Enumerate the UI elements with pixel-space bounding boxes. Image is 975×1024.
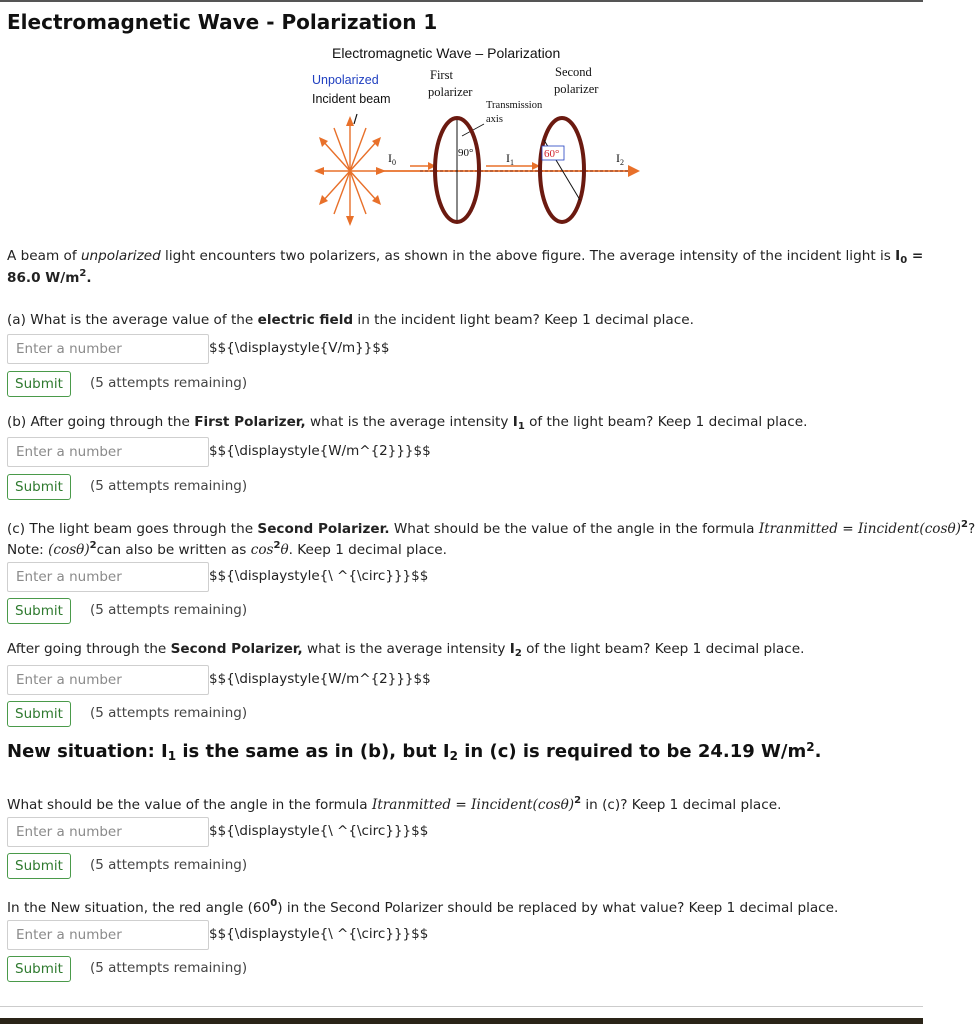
attempts-a: (5 attempts remaining) (90, 375, 248, 391)
answer-input-new-angle[interactable] (7, 817, 209, 847)
question-c: (c) The light beam goes through the Second Polarizer. What should be the value of the angle in the formula Itranmitted = $Iincident(\cos\theta)^2$? (7, 519, 975, 537)
attempts-i2: (5 attempts remaining) (90, 705, 248, 721)
i2-label: I (616, 151, 620, 165)
i0-label: I (388, 151, 392, 165)
transmission-label: Transmission (486, 100, 543, 111)
i1-sub: 1 (510, 158, 514, 167)
unit-new-angle: $${\displaystyle{\ ^{\circ}}}$$ (209, 823, 429, 839)
unit-red-angle: $${\displaystyle{\ ^{\circ}}}$$ (209, 926, 429, 942)
submit-button-new-angle[interactable]: Submit (7, 853, 71, 879)
question-b: (b) After going through the First Polarizer, what is the average intensity $I_1$ of the light beam? Keep 1 decimal place. (7, 414, 808, 432)
i1-label: I (506, 151, 510, 165)
unit-i2: $${\displaystyle{W/m^{2}}}$$ (209, 671, 431, 687)
unpolarized-star-icon (318, 120, 382, 222)
attempts-c: (5 attempts remaining) (90, 602, 248, 618)
question-a: (a) What is the average value of the electric field in the incident light beam? Keep 1 decimal place. (7, 312, 694, 328)
question-i2: After going through the Second Polarizer, what is the average intensity $I_2$ of the light beam? Keep 1 decimal place. (7, 641, 805, 659)
attempts-red-angle: (5 attempts remaining) (90, 960, 248, 976)
question-new-angle: What should be the value of the angle in the formula Itranmitted = $Iincident(\cos\theta)^2$ in (c)? Keep 1 decimal place. (7, 795, 782, 813)
beam-arrowhead-icon (628, 165, 640, 177)
question-red-angle: In the New situation, the red angle $(60^0)$ in the Second Polarizer should be replaced by what value? Keep 1 decimal place. (7, 898, 839, 916)
attempts-b: (5 attempts remaining) (90, 478, 248, 494)
new-situation-heading: New situation: $I_1$ is the same as in (b), but $I_2$ in (c) is required to be 24.19 $W/m^2$. (7, 740, 822, 763)
first-polarizer-label: polarizer (428, 85, 473, 99)
unpolarized-label: Unpolarized (312, 73, 379, 87)
unit-c: $${\displaystyle{\ ^{\circ}}}$$ (209, 568, 429, 584)
bottom-bar (0, 1018, 923, 1024)
i0-sub: 0 (392, 158, 396, 167)
first-label: First (430, 68, 453, 82)
incident-beam-label: Incident beam (312, 92, 391, 106)
angle-90-label: 90° (458, 147, 474, 159)
attempts-new-angle: (5 attempts remaining) (90, 857, 248, 873)
submit-button-i2[interactable]: Submit (7, 701, 71, 727)
second-label: Second (555, 65, 592, 79)
svg-text:I0 (388, 151, 396, 167)
angle-60-label: 60° (544, 148, 560, 160)
polarization-figure (300, 40, 660, 240)
question-c-note: Note: $(\cos\theta)^2can$ also be written as $\cos^2\theta$. Keep 1 decimal place. (7, 540, 447, 558)
i2-sub: 2 (620, 158, 624, 167)
answer-input-i2[interactable] (7, 665, 209, 695)
answer-input-c[interactable] (7, 562, 209, 592)
submit-button-b[interactable]: Submit (7, 474, 71, 500)
unit-b: $${\displaystyle{W/m^{2}}}$$ (209, 443, 431, 459)
top-rule (0, 0, 923, 2)
intro-value: 86.0 $W/m^2$. (7, 268, 92, 286)
second-polarizer-label: polarizer (554, 82, 599, 96)
bottom-rule (0, 1006, 923, 1007)
intro-text: A beam of unpolarized light encounters two polarizers, as shown in the above figure. The average intensity of the incident light is $I_0$ = (7, 248, 924, 266)
submit-button-c[interactable]: Submit (7, 598, 71, 624)
submit-button-a[interactable]: Submit (7, 371, 71, 397)
answer-input-b[interactable] (7, 437, 209, 467)
submit-button-red-angle[interactable]: Submit (7, 956, 71, 982)
answer-input-a[interactable] (7, 334, 209, 364)
answer-input-red-angle[interactable] (7, 920, 209, 950)
axis-label: axis (486, 114, 503, 125)
page-title: Electromagnetic Wave - Polarization 1 (7, 10, 438, 34)
svg-text:I2 (616, 151, 624, 167)
figure-title: Electromagnetic Wave – Polarization (332, 45, 561, 61)
svg-text:I1 (506, 151, 514, 167)
unit-a: $${\displaystyle{V/m}}$$ (209, 340, 390, 356)
